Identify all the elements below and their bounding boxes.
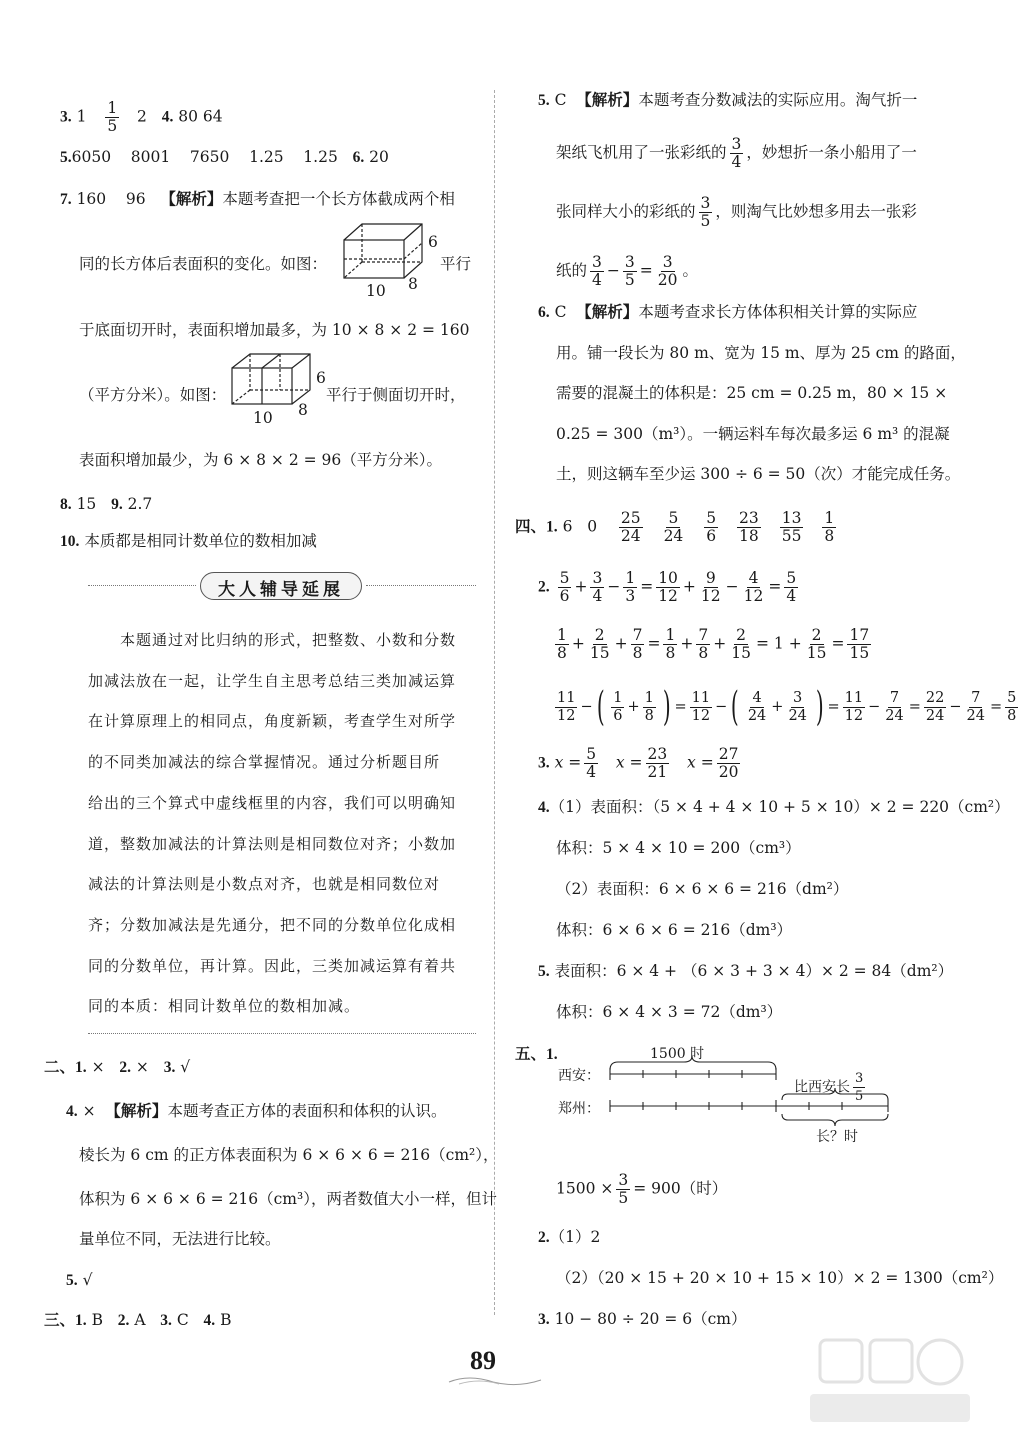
right-item-6-line3: 需要的混凝土的体积是：25 cm = 0.25 m，80 × 15 × [556,384,948,402]
fraction: $\frac{3}{5}$ [700,194,711,230]
section-2-item-4: 4. × 【解析】本题考查正方体的表面积和体积的认识。 [66,1102,447,1120]
section-2-line: 二、1. × 2. × 3. √ [44,1058,191,1076]
fig1-width-label: 10 [366,282,386,300]
answer-line-7-tail: 平行 [440,255,472,273]
section-2-item-5: 5. √ [66,1271,93,1289]
banner-rule-right [366,585,476,586]
fraction: $\frac{23}{18}$ [739,509,759,545]
section-label: 二、 [44,1059,76,1076]
answer-line-10: 10. 本质都是相同计数单位的数相加减 [60,532,317,550]
fraction: $\frac{1}{8}$ [824,509,835,545]
analysis-tag: 【解析】 [160,191,223,208]
section-4-item-2-row1: 2. $\frac{5}{6}$ + $\frac{3}{4}$ − $\frac{1}{3}$ = $\frac{10}{12}$ + $\frac{9}{12}$ − $\frac{4}{12}$ = $\frac{5}{4}$ [538,569,797,605]
section-4-item-3: 3. x = $\frac{5}{4}$ x = $\frac{23}{21}$ x = $\frac{27}{20}$ [538,745,739,781]
parent-guide-text: 本题通过对比归纳的形式，把整数、小数和分数 加减法放在一起，让学生自主思考总结三类加减运算 在计算原理上的相同点，角度新颖，考查学生对所学 的不同类加减法的综合掌握情况。通过分析题目所 给出的三个算式中虚线框里的内容，我们可以明确知 道，整数加减法的计算法则是相同数位对齐；小数加 减法的计算法则是小数点对齐，也就是相同数位对 齐；分数加减法是先通分，把不同的分数单位化成相 同的分数单位，再计算。因此，三类加减运算有着共 同的本质：相同计数单位的数相加减。 [88,631,457,1016]
section-5-item-2-line2: （2）（20 × 15 + 20 × 10 + 15 × 10）× 2 = 1300（cm²） [556,1269,1004,1287]
answer-line-7-end: 表面积增加最少，为 6 × 8 × 2 = 96（平方分米）。 [79,451,443,469]
section-5-label: 五、1. [515,1046,558,1063]
page-number: 89 [470,1346,496,1375]
item-number: 5. [60,149,72,166]
right-item-6-line2: 用。铺一段长为 80 m、宽为 15 m、厚为 25 cm 的路面， [556,344,966,362]
section-4-item-2-row2: $\frac{1}{8}$ + $\frac{2}{15}$ + $\frac{7}{8}$ = $\frac{1}{8}$ + $\frac{7}{8}$ + $\frac{2}{15}$ = 1 + $\frac{2}{15}$ = $\frac{17}{15}$ [557,626,870,662]
watermark-logo [800,1332,980,1432]
section-label: 四、 [515,518,547,536]
fig2-depth-label: 8 [298,401,308,419]
section-3-line: 三、1. B 2. A 3. C 4. B [44,1311,232,1329]
item-number: 7. [60,191,72,208]
page-number-ornament [445,1374,545,1388]
diagram-xian-label: 西安： [558,1068,600,1084]
item-number: 6. [352,149,365,166]
section-4-item-4: 4.（1）表面积：（5 × 4 + 4 × 10 + 5 × 10）× 2 = 220（cm²） [538,798,1010,816]
item-number: 10. [60,533,80,550]
right-item-6-line4: 0.25 = 300（m³）。一辆运料车每次最多运 6 m³ 的混凝 [556,425,950,443]
answer-text: 1 [76,107,87,126]
section-5-item-2: 2.（1）2 [538,1228,601,1246]
fraction: $\frac{5}{24}$ [663,509,684,545]
answer-line-7-fig1: 同的长方体后表面积的变化。如图： [79,255,328,273]
section-4-item-5: 5. 表面积：6 × 4 + （6 × 3 + 3 × 4）× 2 = 84（dm²） [538,962,954,980]
section-rule [88,1033,476,1034]
fraction: $\frac{1}{5}$ [107,99,118,135]
right-item-6-line5: 土，则这辆车至少运 300 ÷ 6 = 50（次）才能完成任务。 [556,465,961,483]
answer-line-5-6 [60,147,389,168]
fraction: $\frac{3}{4}$ [731,135,742,171]
item-number: 9. [111,496,123,513]
answer-line-7: 7. 160 96 【解析】本题考查把一个长方体截成两个相 [60,190,455,208]
section-5-item-3: 3. 10 − 80 ÷ 20 = 6（cm） [538,1310,747,1328]
answer-line-8-9: 8. 15 9. 2.7 [60,495,153,513]
banner-title: 大人辅导延展 [218,580,344,600]
answer-line-7-fig2: （平方分米）。如图： [79,386,227,404]
section-4-item-4-line3: （2）表面积：6 × 6 × 6 = 216（dm²） [556,880,849,898]
answer-text: 80 64 [178,107,223,126]
section-4-line-1: 四、1. 6 0 $\frac{25}{24}$ $\frac{5}{24}$ $\frac{5}{6}$ $\frac{23}{18}$ $\frac{13}{55}$ $\frac{1}{8}$ [515,509,835,545]
section-2-item-4-line3: 体积为 6 × 6 × 6 = 216（cm³），两者数值大小一样，但计 [79,1190,497,1208]
answer-text: 2 [137,107,147,126]
item-number: 8. [60,496,72,513]
right-item-6: 6. C 【解析】本题考查求长方体体积相关计算的实际应 [538,303,918,321]
section-label: 五、 [515,1046,547,1063]
section-2-item-4-line2: 棱长为 6 cm 的正方体表面积为 6 × 6 × 6 = 216（cm²）， [79,1146,499,1164]
fig2-width-label: 10 [253,409,273,427]
analysis-tag: 【解析】 [105,1103,168,1120]
answer-line-7-fig2-tail: 平行于侧面切开时， [326,386,466,404]
fraction: $\frac{3}{4}$ [592,253,602,289]
section-2-item-4-line4: 量单位不同，无法进行比较。 [79,1230,281,1248]
right-item-5: 5. C 【解析】本题考查分数减法的实际应用。淘气折一 [538,91,918,109]
item-number: 3. [60,108,72,126]
banner-rule-left [88,585,196,586]
fig2-height-label: 6 [316,369,326,387]
section-4-item-5-line2: 体积：6 × 4 × 3 = 72（dm³） [556,1003,783,1021]
item-number: 4. [161,108,174,126]
section-4-item-4-line4: 体积：6 × 6 × 6 = 216（dm³） [556,921,793,939]
section-label: 三、 [44,1312,76,1329]
analysis-tag: 【解析】 [576,92,639,109]
parent-guide-banner [200,572,362,600]
fig1-height-label: 6 [428,233,438,251]
section-5-item-1-calc: 1500 × $\frac{3}{5}$ = 900（时） [556,1171,728,1207]
section-4-item-2-row3: $\frac{11}{12}$ −( $\frac{1}{6}$ + $\frac{1}{8}$ ) = $\frac{11}{12}$ −( $\frac{4}{24}$ + $\frac{3}{24}$ ) = $\frac{11}{12}$ − $\frac{7}{24}$ = $\frac{22}{24}$ − $\frac{7}{24}$ = $\frac{5}{8}$ [557,684,1017,730]
column-divider [494,90,495,1315]
diagram-question-label: 长？时 [816,1129,858,1145]
diagram-zhengzhou-label: 郑州： [558,1101,600,1117]
fig1-depth-label: 8 [408,275,418,293]
answer-line-7-cont: 于底面切开时，表面积增加最多，为 10 × 8 × 2 = 160 [79,321,470,339]
fraction: $\frac{25}{24}$ [620,509,641,545]
answer-line-3-4 [60,100,223,135]
fraction: $\frac{13}{55}$ [781,509,802,545]
answer-text: 20 [369,148,389,166]
analysis-tag: 【解析】 [576,304,639,321]
line-segment-diagram [600,1054,900,1134]
answer-text: 6050 8001 7650 1.25 1.25 [71,148,338,166]
fraction: $\frac{3}{5}$ [624,253,635,289]
fraction: $\frac{3}{20}$ [657,253,678,289]
right-item-5-line2: 架纸飞机用了一张彩纸的 $\frac{3}{4}$ ，妙想折一条小船用了一 [556,135,917,171]
section-4-item-4-line2: 体积：5 × 4 × 10 = 200（cm³） [556,839,801,857]
fraction: $\frac{5}{6}$ [706,509,717,545]
right-item-5-line4: 纸的 $\frac{3}{4}$ − $\frac{3}{5}$ = $\frac{3}{20}$ 。 [556,253,699,289]
diagram-compare-label: 比西安长 $\frac{3}{5}$ [794,1071,864,1104]
diagram-top-label: 1500 时 [650,1046,705,1062]
right-item-5-line3: 张同样大小的彩纸的 $\frac{3}{5}$ ，则淘气比妙想多用去一张彩 [556,194,917,230]
